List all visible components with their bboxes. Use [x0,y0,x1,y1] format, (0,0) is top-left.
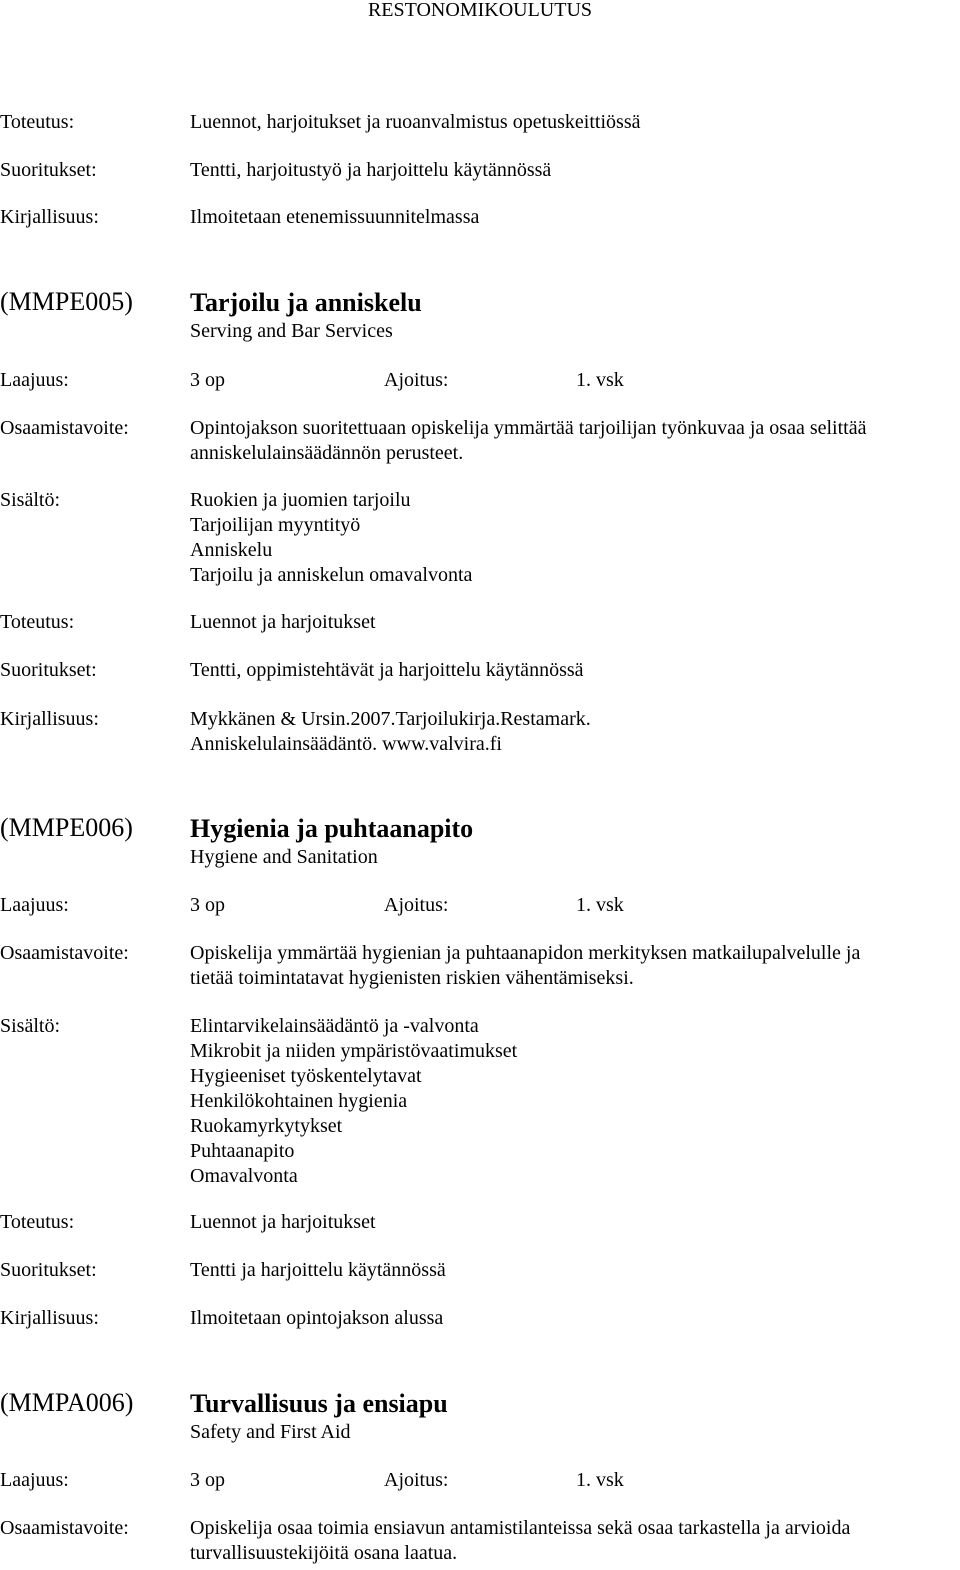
laajuus-value: 3 op [190,894,225,916]
kirjallisuus-value: Ilmoitetaan etenemissuunnitelmassa [190,206,480,228]
kirjallisuus-label: Kirjallisuus: [0,708,99,730]
ajoitus-label: Ajoitus: [384,369,449,391]
sisalto-label: Sisältö: [0,1015,61,1037]
ajoitus-label: Ajoitus: [384,1469,449,1491]
osaamistavoite-label: Osaamistavoite: [0,417,129,439]
course-title: Tarjoilu ja anniskelu [190,288,422,317]
list-item: Tarjoilu ja anniskelun omavalvonta [190,564,473,586]
kirjallisuus-label: Kirjallisuus: [0,1307,99,1329]
list-item: Hygieeniset työskentelytavat [190,1065,422,1087]
text-line: Opiskelija ymmärtää hygienian ja puhtaanapidon merkityksen matkailupalvelulle ja [190,942,861,964]
ajoitus-value: 1. vsk [576,369,624,391]
list-item: Ruokamyrkytykset [190,1115,343,1137]
text-line: Anniskelulainsäädäntö. www.valvira.fi [190,733,502,755]
osaamistavoite-value [190,416,958,466]
toteutus-label: Toteutus: [0,111,75,133]
list-item: Anniskelu [190,539,273,561]
kirjallisuus-value: Ilmoitetaan opintojakson alussa [190,1307,444,1329]
course-title: Turvallisuus ja ensiapu [190,1389,448,1418]
kirjallisuus-value [190,707,958,757]
course-subtitle: Safety and First Aid [190,1421,351,1443]
list-item: Mikrobit ja niiden ympäristövaatimukset [190,1040,518,1062]
laajuus-value: 3 op [190,1469,225,1491]
osaamistavoite-value [190,1516,958,1566]
list-item: Tarjoilijan myyntityö [190,514,361,536]
suoritukset-label: Suoritukset: [0,659,97,681]
ajoitus-label: Ajoitus: [384,894,449,916]
suoritukset-label: Suoritukset: [0,159,97,181]
list-item: Puhtaanapito [190,1140,295,1162]
toteutus-value: Luennot ja harjoitukset [190,1211,376,1233]
sisalto-label: Sisältö: [0,489,61,511]
text-line: turvallisuustekijöitä osana laatua. [190,1542,458,1564]
course-code: (MMPA006) [0,1388,134,1417]
laajuus-label: Laajuus: [0,894,69,916]
text-line: anniskelulainsäädännön perusteet. [190,442,464,464]
toteutus-value: Luennot ja harjoitukset [190,611,376,633]
laajuus-label: Laajuus: [0,369,69,391]
list-item: Henkilökohtainen hygienia [190,1090,408,1112]
ajoitus-value: 1. vsk [576,1469,624,1491]
course-code: (MMPE006) [0,813,133,842]
suoritukset-value: Tentti, oppimistehtävät ja harjoittelu käytännössä [190,659,584,681]
laajuus-value: 3 op [190,369,225,391]
toteutus-label: Toteutus: [0,1211,75,1233]
osaamistavoite-value [190,941,958,991]
course-subtitle: Hygiene and Sanitation [190,846,378,868]
suoritukset-label: Suoritukset: [0,1259,97,1281]
list-item: Ruokien ja juomien tarjoilu [190,489,411,511]
ajoitus-value: 1. vsk [576,894,624,916]
course-subtitle: Serving and Bar Services [190,320,393,342]
sisalto-list [190,1014,958,1189]
text-line: Opiskelija osaa toimia ensiavun antamistilanteissa sekä osaa tarkastella ja arvioida [190,1517,851,1539]
toteutus-label: Toteutus: [0,611,75,633]
course-code: (MMPE005) [0,287,133,316]
kirjallisuus-label: Kirjallisuus: [0,206,99,228]
text-line: tietää toimintatavat hygienisten riskien vähentämiseksi. [190,967,634,989]
sisalto-list [190,488,958,588]
list-item: Elintarvikelainsäädäntö ja -valvonta [190,1015,479,1037]
osaamistavoite-label: Osaamistavoite: [0,942,129,964]
laajuus-label: Laajuus: [0,1469,69,1491]
text-line: Opintojakson suoritettuaan opiskelija ymmärtää tarjoilijan työnkuvaa ja osaa selittää [190,417,867,439]
list-item: Omavalvonta [190,1165,298,1187]
suoritukset-value: Tentti ja harjoittelu käytännössä [190,1259,446,1281]
osaamistavoite-label: Osaamistavoite: [0,1517,129,1539]
course-title: Hygienia ja puhtaanapito [190,814,474,843]
text-line: Mykkänen & Ursin.2007.Tarjoilukirja.Restamark. [190,708,591,730]
document-header: RESTONOMIKOULUTUS [367,0,593,21]
toteutus-value: Luennot, harjoitukset ja ruoanvalmistus opetuskeittiössä [190,111,641,133]
suoritukset-value: Tentti, harjoitustyö ja harjoittelu käytännössä [190,159,552,181]
